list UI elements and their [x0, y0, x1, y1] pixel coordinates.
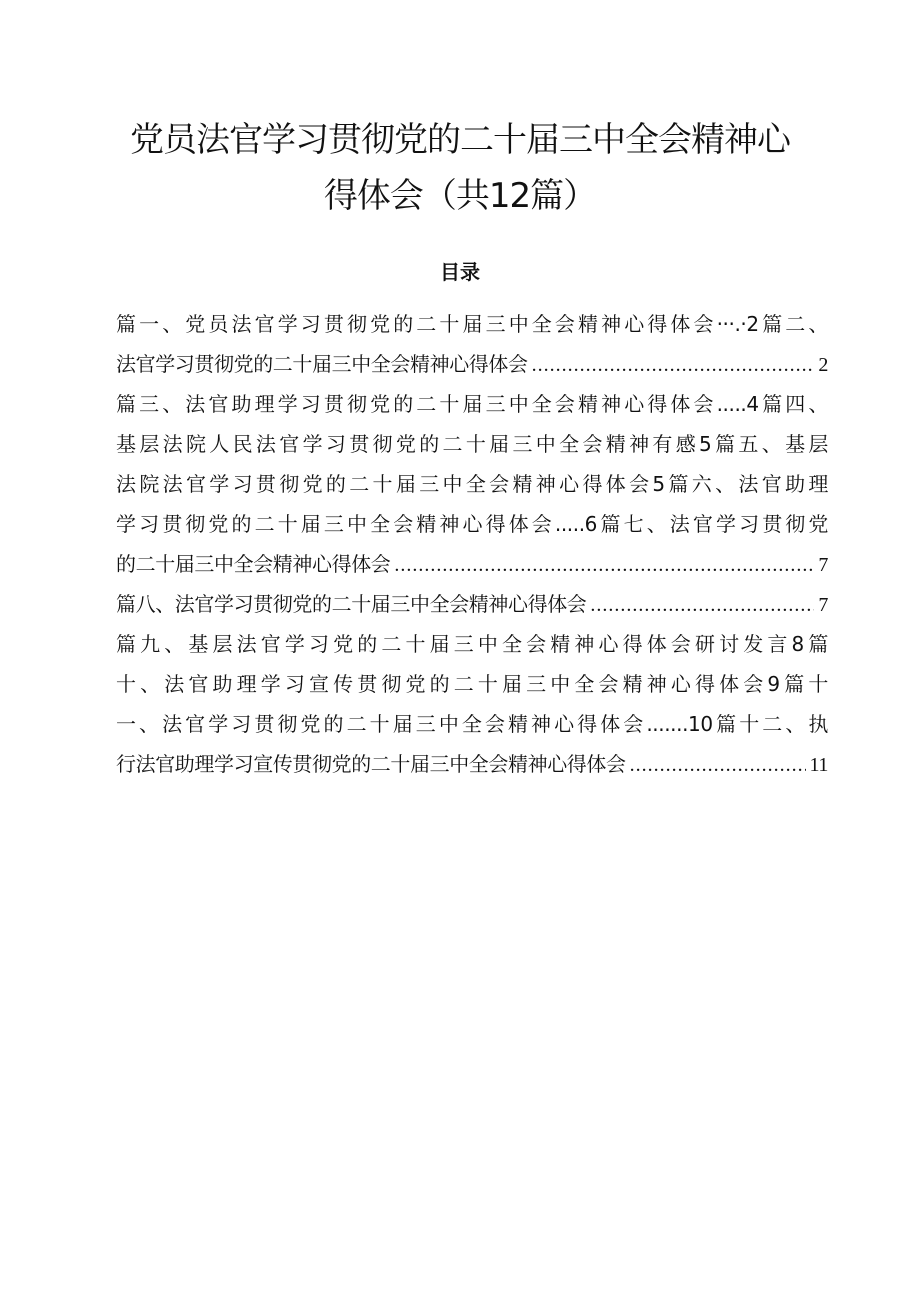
- toc-line[interactable]: 法院法官学习贯彻党的二十届三中全会精神心得体会5篇六、法官助理: [116, 472, 828, 496]
- document-title-line-1: 党员法官学习贯彻党的二十届三中全会精神心: [130, 120, 790, 160]
- toc-entry-text: 法官学习贯彻党的二十届三中全会精神心得体会: [116, 352, 528, 376]
- toc-line[interactable]: 篇三、法官助理学习贯彻党的二十届三中全会精神心得体会.....4篇四、: [116, 392, 828, 416]
- toc-line[interactable]: [116, 584, 828, 624]
- toc-line[interactable]: 篇九、基层法官学习党的二十届三中全会精神心得体会研讨发言8篇: [116, 632, 828, 656]
- toc-dot-leader: [532, 345, 815, 384]
- toc-line[interactable]: 基层法院人民法官学习贯彻党的二十届三中全会精神有感5篇五、基层: [116, 432, 828, 456]
- table-of-contents: [116, 304, 828, 784]
- toc-entry-text: 行法官助理学习宣传贯彻党的二十届三中全会精神心得体会: [116, 752, 626, 776]
- toc-line[interactable]: 学习贯彻党的二十届三中全会精神心得体会.....6篇七、法官学习贯彻党: [116, 512, 828, 536]
- toc-page-number: 7: [818, 554, 828, 576]
- toc-line[interactable]: 篇一、党员法官学习贯彻党的二十届三中全会精神心得体会···.·2篇二、: [116, 312, 828, 336]
- document-title-line-2: 得体会（共12篇）: [323, 176, 597, 216]
- toc-dot-leader: [590, 585, 814, 624]
- toc-line[interactable]: [116, 544, 828, 584]
- toc-dot-leader: [630, 745, 806, 784]
- toc-heading: 目录: [440, 260, 480, 284]
- toc-dot-leader: [394, 545, 814, 584]
- toc-line[interactable]: [116, 344, 828, 384]
- toc-line[interactable]: 一、法官学习贯彻党的二十届三中全会精神心得体会.......10篇十二、执: [116, 712, 828, 736]
- toc-line[interactable]: [116, 744, 828, 784]
- toc-page-number: 11: [809, 754, 828, 776]
- toc-line[interactable]: 十、法官助理学习宣传贯彻党的二十届三中全会精神心得体会9篇十: [116, 672, 828, 696]
- toc-entry-text: 的二十届三中全会精神心得体会: [116, 552, 391, 576]
- toc-page-number: 7: [818, 594, 828, 616]
- toc-entry-text: 篇八、法官学习贯彻党的二十届三中全会精神心得体会: [116, 592, 587, 616]
- toc-page-number: 2: [818, 354, 828, 376]
